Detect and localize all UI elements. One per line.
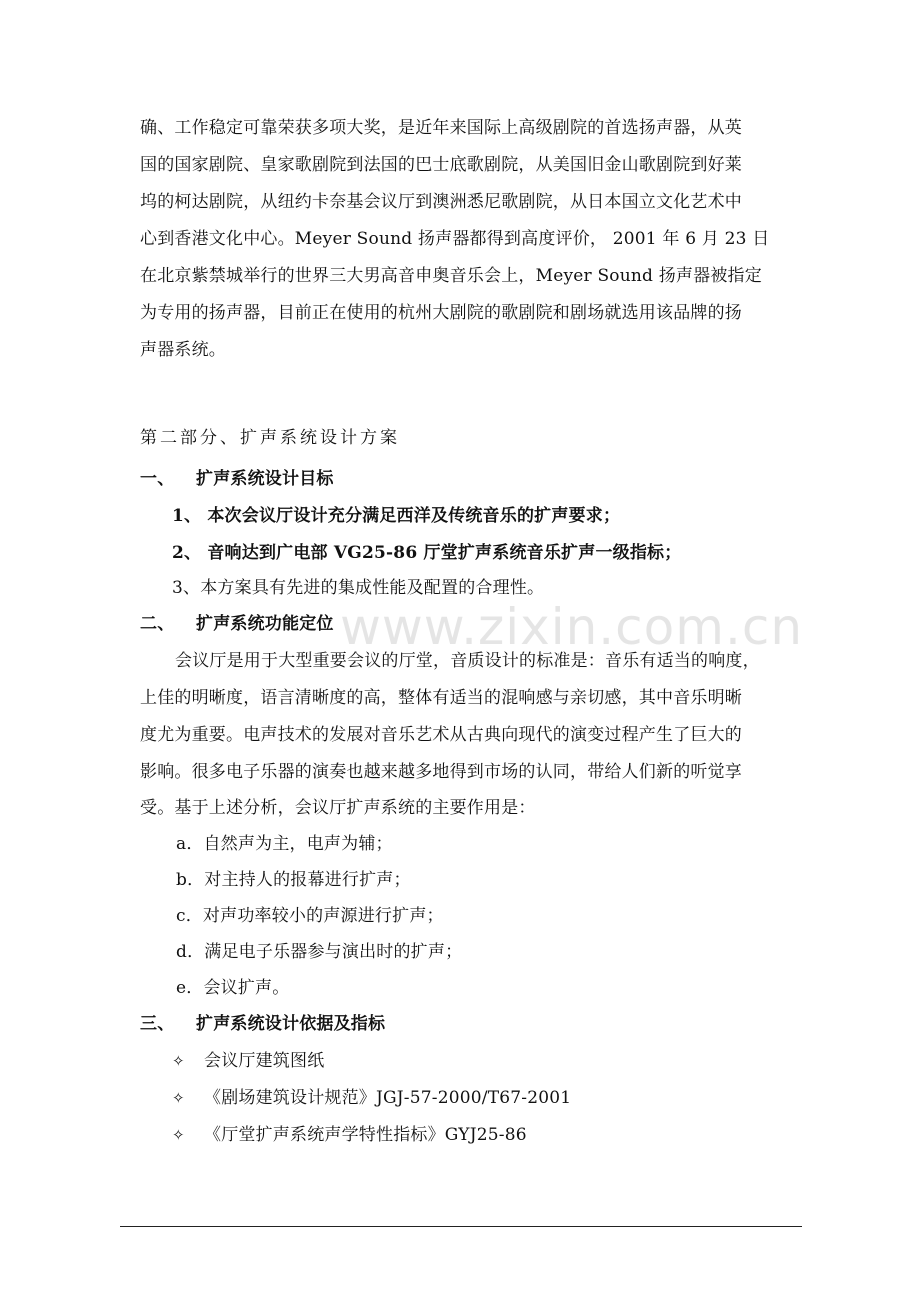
intro-line: 心到香港文化中心。Meyer Sound 扬声器都得到高度评价， 2001 年 6 月 23 日 xyxy=(140,229,770,249)
diamond-bullet-icon: ✧ xyxy=(172,1126,185,1144)
function-item: c．对声功率较小的声源进行扩声； xyxy=(176,906,444,926)
section-number: 一、 xyxy=(140,469,175,489)
intro-line: 为专用的扬声器，目前正在使用的杭州大剧院的歌剧院和剧场就选用该品牌的扬 xyxy=(140,303,742,323)
watermark: www.zixin.com.cn xyxy=(340,598,804,656)
function-item: a．自然声为主，电声为辅； xyxy=(176,834,393,854)
footer-divider xyxy=(120,1226,802,1227)
function-item: e．会议扩声。 xyxy=(176,978,290,998)
section-number: 三、 xyxy=(140,1014,175,1034)
basis-item-text: 《厅堂扩声系统声学特性指标》GYJ25-86 xyxy=(204,1125,527,1145)
intro-line: 确、工作稳定可靠荣获多项大奖，是近年来国际上高级剧院的首选扬声器，从英 xyxy=(140,118,742,138)
basis-item-text: 会议厅建筑图纸 xyxy=(204,1051,325,1071)
diamond-bullet-icon: ✧ xyxy=(172,1089,185,1107)
section-heading-3 xyxy=(140,1013,385,1035)
basis-item xyxy=(172,1087,571,1109)
paragraph-line: 受。基于上述分析，会议厅扩声系统的主要作用是： xyxy=(140,798,536,818)
section-title: 扩声系统设计目标 xyxy=(196,469,334,489)
basis-item xyxy=(172,1050,324,1072)
section-heading-2 xyxy=(140,613,334,635)
paragraph-line: 会议厅是用于大型重要会议的厅堂，音质设计的标准是：音乐有适当的响度， xyxy=(175,651,760,671)
goal-item: 1、 本次会议厅设计充分满足西洋及传统音乐的扩声要求； xyxy=(172,506,621,526)
diamond-bullet-icon: ✧ xyxy=(172,1052,185,1070)
function-item: b．对主持人的报幕进行扩声； xyxy=(176,870,411,890)
intro-line: 在北京紫禁城举行的世界三大男高音申奥音乐会上，Meyer Sound 扬声器被指定 xyxy=(140,266,762,286)
intro-line: 声器系统。 xyxy=(140,340,226,360)
basis-item xyxy=(172,1124,527,1146)
goal-item: 3、本方案具有先进的集成性能及配置的合理性。 xyxy=(172,578,545,598)
intro-line: 国的国家剧院、皇家歌剧院到法国的巴士底歌剧院，从美国旧金山歌剧院到好莱 xyxy=(140,155,742,175)
basis-item-text: 《剧场建筑设计规范》JGJ-57-2000/T67-2001 xyxy=(204,1088,572,1108)
section-title: 扩声系统功能定位 xyxy=(196,614,334,634)
intro-line: 坞的柯达剧院，从纽约卡奈基会议厅到澳洲悉尼歌剧院，从日本国立文化艺术中 xyxy=(140,192,742,212)
part-title: 第二部分、扩声系统设计方案 xyxy=(140,428,400,448)
function-item: d．满足电子乐器参与演出时的扩声； xyxy=(176,942,463,962)
paragraph-line: 度尤为重要。电声技术的发展对音乐艺术从古典向现代的演变过程产生了巨大的 xyxy=(140,725,742,745)
section-heading-1 xyxy=(140,468,334,490)
section-number: 二、 xyxy=(140,614,175,634)
section-title: 扩声系统设计依据及指标 xyxy=(196,1014,386,1034)
paragraph-line: 上佳的明晰度，语言清晰度的高，整体有适当的混响感与亲切感，其中音乐明晰 xyxy=(140,688,742,708)
paragraph-line: 影响。很多电子乐器的演奏也越来越多地得到市场的认同，带给人们新的听觉享 xyxy=(140,762,742,782)
goal-item: 2、 音响达到广电部 VG25-86 厅堂扩声系统音乐扩声一级指标； xyxy=(172,543,682,563)
